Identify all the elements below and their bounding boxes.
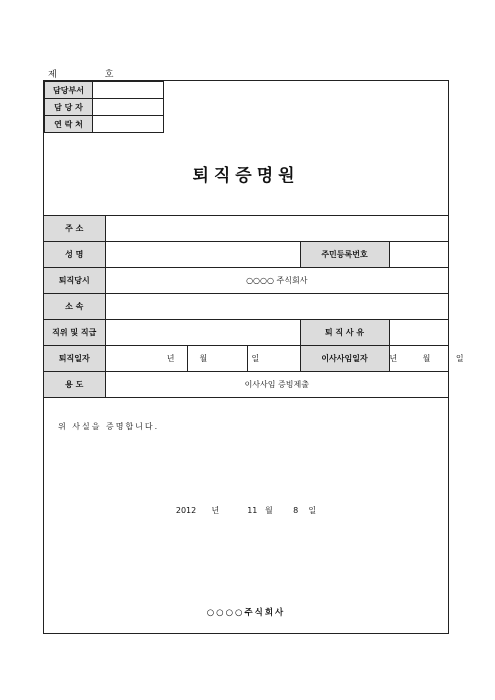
- document-title: 퇴직증명원: [192, 166, 300, 186]
- issue-year: 2012: [175, 506, 197, 515]
- move-date-label: 이사사임일자: [300, 346, 389, 372]
- routing-person-value[interactable]: [93, 99, 164, 116]
- purpose-label: 용 도: [44, 372, 105, 398]
- routing-contact-value[interactable]: [93, 116, 164, 133]
- routing-person-label: 담 당 자: [45, 99, 93, 116]
- resident-number-label: 주민등록번호: [300, 242, 389, 268]
- ref-no-prefix: 제: [48, 70, 57, 80]
- position-value[interactable]: [105, 320, 300, 346]
- issue-year-unit: 년: [211, 506, 220, 515]
- issue-day-unit: 일: [308, 506, 317, 515]
- ref-no-suffix: 호: [104, 70, 114, 80]
- move-date[interactable]: [389, 346, 464, 372]
- affiliation-label: 소 속: [44, 294, 105, 320]
- row-employer: [44, 268, 448, 294]
- reason-value[interactable]: [389, 320, 448, 346]
- routing-contact-label: 연 락 처: [45, 116, 93, 133]
- row-dates: [44, 346, 448, 372]
- row-affiliation: [44, 294, 448, 320]
- routing-box: [44, 81, 164, 133]
- retire-date-month[interactable]: 월: [187, 346, 247, 372]
- employer-value[interactable]: ○○○○ 주식회사: [105, 268, 448, 294]
- name-value[interactable]: [105, 242, 300, 268]
- row-name: [44, 242, 448, 268]
- row-address: [44, 216, 448, 242]
- resident-number-value[interactable]: [389, 242, 448, 268]
- routing-dept-label: 담당부서: [45, 82, 93, 99]
- row-purpose: [44, 372, 448, 398]
- move-date-day: 일: [455, 354, 464, 363]
- address-value[interactable]: [105, 216, 448, 242]
- document-number: [48, 67, 113, 80]
- move-date-month: 월: [422, 354, 431, 363]
- employer-label: 퇴직당시: [44, 268, 105, 294]
- routing-dept-value[interactable]: [93, 82, 164, 99]
- info-table: [44, 215, 464, 398]
- address-label: 주 소: [44, 216, 105, 242]
- issue-month-unit: 월: [265, 506, 273, 515]
- retire-date-year[interactable]: 년: [105, 346, 187, 372]
- retire-date-label: 퇴직일자: [44, 346, 105, 372]
- issue-date: [44, 505, 448, 516]
- certificate-frame: [43, 80, 464, 634]
- move-date-year: 년: [389, 354, 398, 363]
- issue-day: 8: [293, 506, 299, 515]
- name-label: 성 명: [44, 242, 105, 268]
- row-position: [44, 320, 448, 346]
- reason-label: 퇴 직 사 유: [300, 320, 389, 346]
- issue-month: 11: [247, 506, 258, 515]
- retire-date-day[interactable]: 일: [247, 346, 300, 372]
- purpose-value[interactable]: 이사사임 증빙제출: [105, 372, 448, 398]
- company-name: ○○○○주식회사: [206, 608, 286, 618]
- affiliation-value[interactable]: [105, 294, 448, 320]
- certification-statement: 위 사실을 증명합니다.: [58, 422, 160, 431]
- position-label: 직위 및 직급: [44, 320, 105, 346]
